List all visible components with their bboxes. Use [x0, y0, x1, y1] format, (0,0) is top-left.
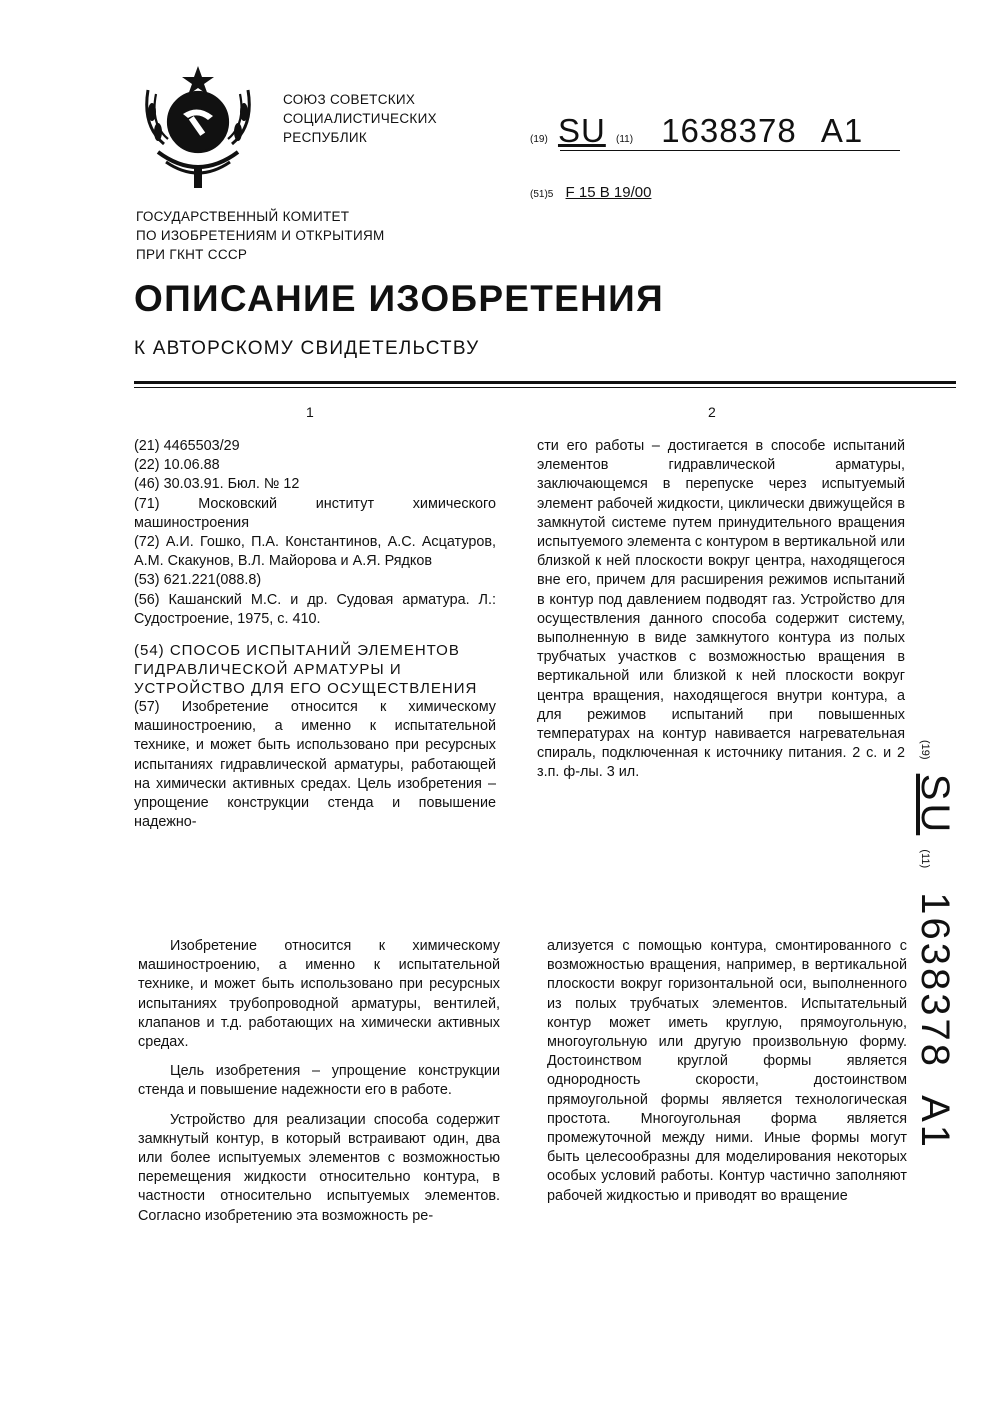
- column-number-left: 1: [306, 404, 314, 420]
- patent-number-underline: [560, 150, 900, 151]
- country-name: [283, 90, 437, 147]
- side-kind: A1: [913, 1095, 957, 1151]
- biblio-entry: (46) 30.03.91. Бюл. № 12: [134, 476, 300, 493]
- abstract-part-1: (57) Изобретение относится к химическому машиностроению, а именно к испытательной технике, и может быть использовано при ресурсных испытаниях гидравлической арматуры, работающей на химически активных средах. Цель изобретения – упрощение конструкции стенда и повышение надежно-: [134, 699, 496, 831]
- patent-kind: A1: [820, 112, 864, 149]
- patent-number-block: [530, 112, 863, 150]
- biblio-entry: (56) Кашанский М.С. и др. Судовая арматура. Л.: Судостроение, 1975, с. 410.: [134, 591, 496, 627]
- header-rule: [134, 381, 956, 384]
- committee-name: [136, 207, 385, 264]
- side-patent-number: [913, 740, 975, 1151]
- patent-number: 1638378: [661, 112, 797, 149]
- description-right: ализуется с помощью контура, смонтированного с возможностью вращения, например, в вертикальной плоскости вокруг горизонтальной оси, выполненного из полых трубчатых элементов. Испытательный контур может иметь круглую, прямоугольную, многоугольную или другую произвольную форму. Достоинством круглой формы является однородность скорости, достоинством прямоугольной формы является технологическая простота. Многоугольная форма является промежуточной между ними. Иные формы могут быть целесообразны для моделирования некоторых особых условий работы. Контур частично заполняют рабочей жидкостью и приводят во вращение: [547, 938, 907, 1204]
- committee-line: ПРИ ГКНТ СССР: [136, 247, 248, 262]
- document-title: ОПИСАНИЕ ИЗОБРЕТЕНИЯ: [134, 278, 664, 319]
- committee-line: ГОСУДАРСТВЕННЫЙ КОМИТЕТ: [136, 209, 350, 224]
- country-line: РЕСПУБЛИК: [283, 130, 368, 145]
- bibliographic-data: [134, 437, 496, 832]
- ipc-value: F 15 B 19/00: [565, 184, 652, 201]
- abstract-part-2: сти его работы – достигается в способе испытаний элементов гидравлической арматуры, заключающемся в перепуске через испытуемый элемент рабочей жидкости, циклически движущейся в замкнутой системе путем принудительного вращения испытуемого элемента с контуром в вертикальной или близкой к ней плоскости вокруг центра, находящегося вне его, причем для расширения режимов испытаний в контур под давлением подводят газ. Устройство для осуществления данного способа содержит систему, выполненную в виде замкнутого контура из полых трубчатых участков с возможностью вращения в вертикальной или близкой к ней плоскости вокруг центра вращения, находящегося внутри контура, а для режимов испытаний при повышенных температурах на контур навивается нагревательная спираль, подключенная к источнику питания. 2 с. и 2 з.п. ф-лы. 3 ил.: [537, 438, 905, 781]
- code-19: (19): [530, 134, 548, 145]
- biblio-entry: (71) Московский институт химического машиностроения: [134, 495, 496, 531]
- document-subtitle: К АВТОРСКОМУ СВИДЕТЕЛЬСТВУ: [134, 338, 480, 359]
- paragraph: Устройство для реализации способа содержит замкнутый контур, в который встраивают один, два или более испытуемых элементов с возможностью перемещения жидкости относительно контура, в частности относительно испытуемых элементов. Согласно изобретению эта возможность ре-: [138, 1111, 500, 1224]
- column-number-right: 2: [708, 404, 716, 420]
- side-code-19: (19): [919, 740, 931, 760]
- side-number: 1638378: [913, 892, 957, 1069]
- paragraph: Изобретение относится к химическому машиностроению, а именно к испытательной технике, и может быть использовано при ресурсных испытаниях трубопроводной арматуры, вентилей, клапанов и т.д. работающих на химически активных средах.: [138, 938, 500, 1051]
- invention-title: (54) СПОСОБ ИСПЫТАНИЙ ЭЛЕМЕНТОВ ГИДРАВЛИЧЕСКОЙ АРМАТУРЫ И УСТРОЙСТВО ДЛЯ ЕГО ОСУЩЕСТВЛЕНИЯ: [134, 642, 478, 698]
- soviet-emblem-icon: [128, 64, 268, 192]
- ipc-code: (51)5: [530, 189, 554, 200]
- committee-line: ПО ИЗОБРЕТЕНИЯМ И ОТКРЫТИЯМ: [136, 228, 385, 243]
- biblio-entry: (72) А.И. Гошко, П.А. Константинов, А.С. Асцатуров, А.М. Скакунов, В.Л. Майорова и А.Я. Рядков: [134, 534, 496, 570]
- biblio-entry: (22) 10.06.88: [134, 457, 220, 474]
- description-left: [138, 937, 500, 1226]
- header-rule-thin: [134, 387, 956, 388]
- country-line: СОЮЗ СОВЕТСКИХ: [283, 92, 416, 107]
- country-code: SU: [557, 112, 606, 149]
- side-code-11: (11): [919, 849, 931, 869]
- paragraph: Цель изобретения – упрощение конструкции стенда и повышение надежности его в работе.: [138, 1063, 500, 1099]
- biblio-entry: (53) 621.221(088.8): [134, 572, 262, 589]
- biblio-entry: (21) 4465503/29: [134, 438, 240, 454]
- country-line: СОЦИАЛИСТИЧЕСКИХ: [283, 111, 437, 126]
- ipc-classification: [530, 184, 651, 201]
- code-11: (11): [615, 134, 634, 145]
- side-country: SU: [913, 773, 957, 836]
